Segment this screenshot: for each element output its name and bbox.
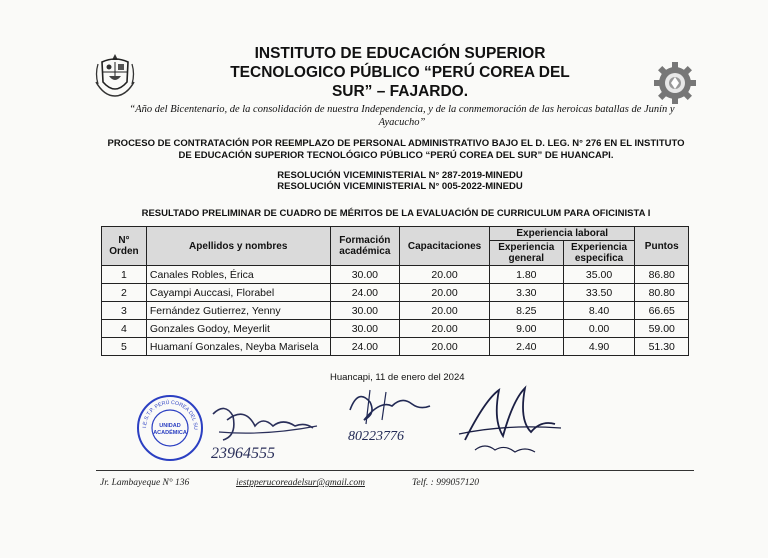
header-experience: Experiencia laboral <box>489 227 635 241</box>
merits-table <box>101 226 689 356</box>
cell-exp-general: 2.40 <box>489 338 563 356</box>
cell-exp-specific: 0.00 <box>563 320 635 338</box>
footer-divider <box>96 470 694 471</box>
cell-formation: 24.00 <box>330 284 400 302</box>
table-row <box>102 338 689 356</box>
resolution-2: RESOLUCIÓN VICEMINISTERIAL N° 005-2022-MINEDU <box>277 181 523 192</box>
header-order: N° Orden <box>102 227 147 266</box>
cell-exp-specific: 33.50 <box>563 284 635 302</box>
cell-order: 4 <box>102 320 147 338</box>
cell-exp-general: 9.00 <box>489 320 563 338</box>
cell-exp-general: 1.80 <box>489 266 563 284</box>
signature-3 <box>455 380 565 460</box>
institution-title-line2: TECNOLOGICO PÚBLICO “PERÚ COREA DEL <box>230 64 570 81</box>
year-motto-line1: “Año del Bicentenario, de la consolidación de nuestra Independencia, y de la conmemoración de las heroicas batallas de Junín y <box>129 104 675 115</box>
cell-order: 5 <box>102 338 147 356</box>
date-line: Huancapi, 11 de enero del 2024 <box>330 372 465 383</box>
cell-trainings: 20.00 <box>400 266 490 284</box>
cell-name: Gonzales Godoy, Meyerlit <box>146 320 330 338</box>
cell-formation: 30.00 <box>330 302 400 320</box>
cell-name: Cayampi Auccasi, Florabel <box>146 284 330 302</box>
cell-exp-general: 3.30 <box>489 284 563 302</box>
footer-phone: Telf. : 999057120 <box>412 478 479 488</box>
cell-order: 1 <box>102 266 147 284</box>
year-motto-line2: Ayacucho” <box>378 117 426 128</box>
signature-2-number: 80223776 <box>348 429 404 444</box>
cell-name: Fernández Gutierrez, Yenny <box>146 302 330 320</box>
institution-title-line1: INSTITUTO DE EDUCACIÓN SUPERIOR <box>254 45 546 62</box>
cell-points: 86.80 <box>635 266 689 284</box>
process-description <box>96 138 696 162</box>
cell-trainings: 20.00 <box>400 284 490 302</box>
stamp-center-bottom: ACADÉMICA <box>153 430 187 436</box>
cell-trainings: 20.00 <box>400 338 490 356</box>
institution-title <box>200 44 600 101</box>
signature-1 <box>205 396 325 466</box>
header-name: Apellidos y nombres <box>146 227 330 266</box>
header-trainings: Capacitaciones <box>400 227 490 266</box>
stamp-center-top: UNIDAD <box>159 423 181 429</box>
cell-points: 66.65 <box>635 302 689 320</box>
process-line2: DE EDUCACIÓN SUPERIOR TECNOLÓGICO PÚBLICO “PERÚ COREA DEL SUR” DE HUANCAPI. <box>178 150 614 161</box>
footer-email[interactable]: iestpperucoreadelsur@gmail.com <box>236 478 365 488</box>
signature-2 <box>340 380 440 450</box>
cell-points: 80.80 <box>635 284 689 302</box>
cell-exp-specific: 8.40 <box>563 302 635 320</box>
institution-title-line3: SUR” – FAJARDO. <box>331 83 469 100</box>
cell-points: 59.00 <box>635 320 689 338</box>
gear-logo-icon <box>654 62 696 104</box>
signature-1-number: 23964555 <box>211 445 275 462</box>
table-row <box>102 284 689 302</box>
cell-trainings: 20.00 <box>400 302 490 320</box>
process-line1: PROCESO DE CONTRATACIÓN POR REEMPLAZO DE PERSONAL ADMINISTRATIVO BAJO EL D. LEG. N° 276 EN EL INSTITUTO <box>107 138 685 149</box>
cell-name: Canales Robles, Érica <box>146 266 330 284</box>
year-motto <box>112 103 692 129</box>
cell-order: 2 <box>102 284 147 302</box>
cell-name: Huamaní Gonzales, Neyba Marisela <box>146 338 330 356</box>
cell-order: 3 <box>102 302 147 320</box>
cell-exp-specific: 35.00 <box>563 266 635 284</box>
peru-coat-of-arms-icon <box>94 52 136 98</box>
header-formation: Formación académica <box>330 227 400 266</box>
footer-address: Jr. Lambayeque N° 136 <box>100 478 190 488</box>
header-exp-general: Experiencia general <box>489 241 563 266</box>
resolutions <box>200 170 600 192</box>
table-row <box>102 320 689 338</box>
cell-points: 51.30 <box>635 338 689 356</box>
cell-exp-general: 8.25 <box>489 302 563 320</box>
resolution-1: RESOLUCIÓN VICEMINISTERIAL N° 287-2019-MINEDU <box>277 170 523 181</box>
header-exp-specific: Experiencia especifica <box>563 241 635 266</box>
header-points: Puntos <box>635 227 689 266</box>
table-row <box>102 302 689 320</box>
table-header-row <box>102 227 689 241</box>
cell-formation: 30.00 <box>330 320 400 338</box>
cell-formation: 30.00 <box>330 266 400 284</box>
result-title: RESULTADO PRELIMINAR DE CUADRO DE MÉRITOS DE LA EVALUACIÓN DE CURRICULUM PARA OFICINISTA I <box>141 208 651 219</box>
institution-stamp <box>136 394 204 462</box>
stamp-ring-text: I.E.S.T.P. PERÚ COREA DEL SU <box>141 399 199 430</box>
table-row <box>102 266 689 284</box>
cell-exp-specific: 4.90 <box>563 338 635 356</box>
cell-trainings: 20.00 <box>400 320 490 338</box>
cell-formation: 24.00 <box>330 338 400 356</box>
